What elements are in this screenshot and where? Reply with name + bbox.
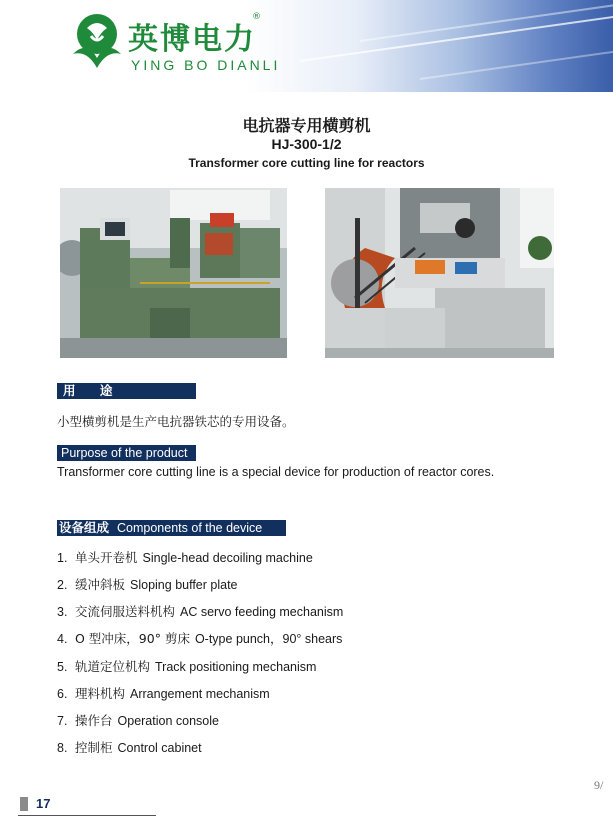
item-en: AC servo feeding mechanism (180, 605, 344, 619)
product-model: HJ-300-1/2 (271, 136, 342, 152)
product-title-cn: 电抗器专用横剪机 (242, 116, 371, 135)
item-number: 6. (57, 687, 68, 701)
list-item (57, 575, 238, 593)
section-heading-uses: 用 途 (57, 383, 196, 399)
product-title-en: Transformer core cutting line for reactors (188, 156, 425, 170)
item-cn: 操作台 (75, 713, 113, 728)
section-heading-components (57, 520, 286, 536)
brand-logo-icon (67, 10, 127, 72)
item-number: 4. (57, 632, 68, 646)
components-heading-en: Components of the device (117, 521, 263, 535)
item-number: 2. (57, 578, 68, 592)
item-cn: 单头开卷机 (75, 550, 138, 565)
item-en: O-type punch，90° shears (194, 632, 343, 646)
item-en: Sloping buffer plate (130, 578, 238, 592)
item-cn: 控制柜 (75, 740, 113, 755)
item-number: 1. (57, 551, 68, 565)
item-number: 3. (57, 605, 68, 619)
item-cn: 轨道定位机构 (75, 659, 151, 674)
list-item (57, 629, 342, 647)
section-heading-purpose: Purpose of the product (57, 445, 196, 461)
list-item (57, 684, 270, 702)
machine-photo-right (325, 188, 554, 358)
item-en: Operation console (117, 714, 219, 728)
item-en: Track positioning mechanism (155, 660, 317, 674)
item-en: Control cabinet (117, 741, 202, 755)
list-item (57, 657, 316, 675)
item-cn: 理料机构 (75, 686, 126, 701)
item-cn: 缓冲斜板 (75, 577, 126, 592)
page-number: 17 (36, 796, 51, 811)
item-cn: 交流伺服送料机构 (75, 604, 176, 619)
page-marker (20, 797, 28, 811)
components-heading-cn: 设备组成 (59, 520, 110, 535)
banner-streak (300, 14, 613, 62)
item-en: Single-head decoiling machine (142, 551, 313, 565)
list-item (57, 711, 219, 729)
item-cn: O 型冲床，90° 剪床 (75, 631, 190, 646)
item-number: 8. (57, 741, 68, 755)
item-en: Arrangement mechanism (130, 687, 270, 701)
banner-streak (420, 47, 613, 80)
item-number: 5. (57, 660, 68, 674)
brand-name-cn: 英博电力 (128, 22, 256, 57)
registered-mark: ® (252, 12, 261, 22)
footer-rule (18, 815, 156, 816)
uses-text: 小型横剪机是生产电抗器铁芯的专用设备。 (57, 414, 295, 429)
side-page-note: 9/ (594, 778, 604, 792)
list-item (57, 548, 313, 566)
item-number: 7. (57, 714, 68, 728)
list-item (57, 602, 343, 620)
machine-photo-left (60, 188, 287, 358)
purpose-text: Transformer core cutting line is a special device for production of reactor cores. (57, 465, 495, 479)
list-item (57, 738, 202, 756)
brand-name-en: YING BO DIANLI (131, 57, 281, 73)
